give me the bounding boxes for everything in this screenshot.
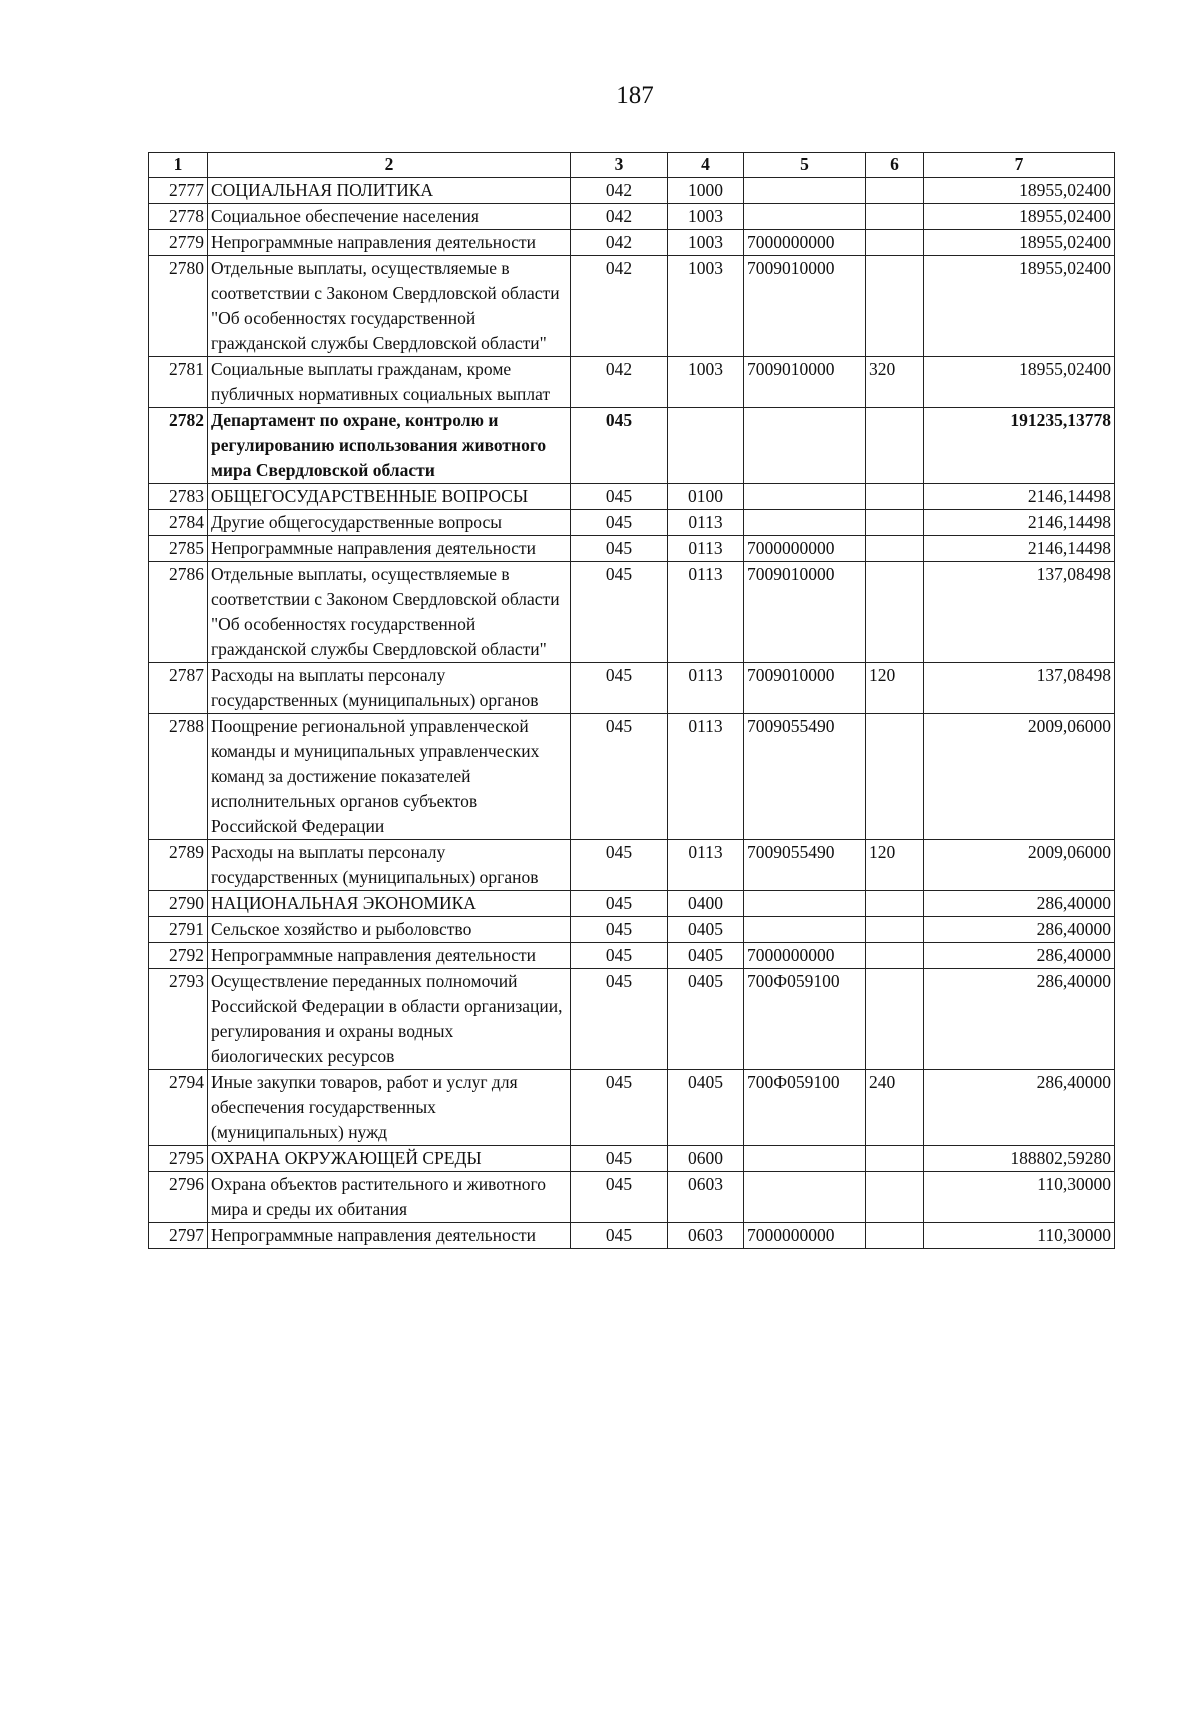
amount-cell: 137,08498	[924, 562, 1115, 663]
expense-type-code-cell	[866, 256, 924, 357]
table-row	[149, 357, 1115, 408]
section-code-cell: 0600	[668, 1146, 744, 1172]
item-name-cell: ОБЩЕГОСУДАРСТВЕННЫЕ ВОПРОСЫ	[208, 484, 571, 510]
target-article-code-cell	[744, 1146, 866, 1172]
section-code-cell: 1003	[668, 357, 744, 408]
row-number-cell: 2789	[149, 840, 208, 891]
target-article-code-cell: 7009010000	[744, 663, 866, 714]
section-code-cell: 0113	[668, 663, 744, 714]
item-name-cell: Расходы на выплаты персоналу государственных (муниципальных) органов	[208, 663, 571, 714]
target-article-code-cell	[744, 178, 866, 204]
table-row	[149, 1070, 1115, 1146]
department-code-cell: 042	[571, 230, 668, 256]
department-code-cell: 045	[571, 408, 668, 484]
item-name-cell: Социальные выплаты гражданам, кроме публичных нормативных социальных выплат	[208, 357, 571, 408]
table-row	[149, 1146, 1115, 1172]
table-row	[149, 1223, 1115, 1249]
header-cell-2: 2	[208, 153, 571, 178]
section-code-cell: 0400	[668, 891, 744, 917]
target-article-code-cell: 7000000000	[744, 230, 866, 256]
item-name-cell: Непрограммные направления деятельности	[208, 230, 571, 256]
section-code-cell: 0405	[668, 1070, 744, 1146]
row-number-cell: 2787	[149, 663, 208, 714]
target-article-code-cell	[744, 917, 866, 943]
department-code-cell: 042	[571, 178, 668, 204]
amount-cell: 2146,14498	[924, 484, 1115, 510]
header-row	[149, 153, 1115, 178]
expense-type-code-cell	[866, 204, 924, 230]
item-name-cell: СОЦИАЛЬНАЯ ПОЛИТИКА	[208, 178, 571, 204]
row-number-cell: 2793	[149, 969, 208, 1070]
item-name-cell: Социальное обеспечение населения	[208, 204, 571, 230]
expense-type-code-cell	[866, 1223, 924, 1249]
expense-type-code-cell	[866, 562, 924, 663]
table-header	[149, 153, 1115, 178]
target-article-code-cell: 7009010000	[744, 357, 866, 408]
target-article-code-cell: 7000000000	[744, 536, 866, 562]
department-code-cell: 042	[571, 204, 668, 230]
amount-cell: 18955,02400	[924, 230, 1115, 256]
amount-cell: 18955,02400	[924, 204, 1115, 230]
header-cell-3: 3	[571, 153, 668, 178]
header-cell-5: 5	[744, 153, 866, 178]
expense-type-code-cell	[866, 714, 924, 840]
row-number-cell: 2785	[149, 536, 208, 562]
amount-cell: 2146,14498	[924, 536, 1115, 562]
section-code-cell: 1003	[668, 256, 744, 357]
table-row	[149, 536, 1115, 562]
budget-table	[148, 152, 1115, 1249]
row-number-cell: 2784	[149, 510, 208, 536]
table-row	[149, 484, 1115, 510]
department-code-cell: 045	[571, 484, 668, 510]
amount-cell: 286,40000	[924, 891, 1115, 917]
section-code-cell: 0405	[668, 969, 744, 1070]
department-code-cell: 045	[571, 1223, 668, 1249]
section-code-cell: 0405	[668, 943, 744, 969]
department-code-cell: 045	[571, 1146, 668, 1172]
expense-type-code-cell	[866, 230, 924, 256]
table-row	[149, 256, 1115, 357]
expense-type-code-cell	[866, 891, 924, 917]
header-cell-7: 7	[924, 153, 1115, 178]
target-article-code-cell: 7009055490	[744, 840, 866, 891]
table-row	[149, 891, 1115, 917]
target-article-code-cell: 7009010000	[744, 562, 866, 663]
target-article-code-cell	[744, 204, 866, 230]
row-number-cell: 2792	[149, 943, 208, 969]
amount-cell: 286,40000	[924, 1070, 1115, 1146]
target-article-code-cell	[744, 1172, 866, 1223]
table-row	[149, 562, 1115, 663]
amount-cell: 2009,06000	[924, 840, 1115, 891]
amount-cell: 286,40000	[924, 917, 1115, 943]
row-number-cell: 2781	[149, 357, 208, 408]
department-code-cell: 045	[571, 840, 668, 891]
amount-cell: 286,40000	[924, 969, 1115, 1070]
section-code-cell: 0603	[668, 1172, 744, 1223]
item-name-cell: НАЦИОНАЛЬНАЯ ЭКОНОМИКА	[208, 891, 571, 917]
item-name-cell: Департамент по охране, контролю и регулированию использования животного мира Свердловской области	[208, 408, 571, 484]
item-name-cell: Иные закупки товаров, работ и услуг для обеспечения государственных (муниципальных) нужд	[208, 1070, 571, 1146]
table-row	[149, 230, 1115, 256]
expense-type-code-cell	[866, 484, 924, 510]
table-row	[149, 714, 1115, 840]
table-row	[149, 917, 1115, 943]
item-name-cell: Отдельные выплаты, осуществляемые в соответствии с Законом Свердловской области "Об особенностях государственной гражданской службы Свердловской области"	[208, 256, 571, 357]
section-code-cell: 1003	[668, 204, 744, 230]
department-code-cell: 045	[571, 714, 668, 840]
item-name-cell: Непрограммные направления деятельности	[208, 943, 571, 969]
section-code-cell: 0113	[668, 562, 744, 663]
item-name-cell: Отдельные выплаты, осуществляемые в соответствии с Законом Свердловской области "Об особенностях государственной гражданской службы Свердловской области"	[208, 562, 571, 663]
item-name-cell: ОХРАНА ОКРУЖАЮЩЕЙ СРЕДЫ	[208, 1146, 571, 1172]
amount-cell: 137,08498	[924, 663, 1115, 714]
expense-type-code-cell	[866, 1146, 924, 1172]
row-number-cell: 2780	[149, 256, 208, 357]
row-number-cell: 2786	[149, 562, 208, 663]
table-row	[149, 204, 1115, 230]
amount-cell: 110,30000	[924, 1223, 1115, 1249]
target-article-code-cell: 7000000000	[744, 943, 866, 969]
department-code-cell: 045	[571, 536, 668, 562]
expense-type-code-cell: 320	[866, 357, 924, 408]
row-number-cell: 2782	[149, 408, 208, 484]
item-name-cell: Осуществление переданных полномочий Российской Федерации в области организации, регулирования и охраны водных биологических ресурсов	[208, 969, 571, 1070]
row-number-cell: 2778	[149, 204, 208, 230]
department-code-cell: 045	[571, 663, 668, 714]
table-row	[149, 663, 1115, 714]
expense-type-code-cell: 120	[866, 663, 924, 714]
target-article-code-cell: 7000000000	[744, 1223, 866, 1249]
table-row	[149, 943, 1115, 969]
expense-type-code-cell	[866, 969, 924, 1070]
amount-cell: 18955,02400	[924, 178, 1115, 204]
section-code-cell: 0113	[668, 840, 744, 891]
row-number-cell: 2796	[149, 1172, 208, 1223]
target-article-code-cell: 7009010000	[744, 256, 866, 357]
amount-cell: 110,30000	[924, 1172, 1115, 1223]
section-code-cell: 0405	[668, 917, 744, 943]
expense-type-code-cell: 240	[866, 1070, 924, 1146]
target-article-code-cell	[744, 408, 866, 484]
department-code-cell: 045	[571, 891, 668, 917]
amount-cell: 18955,02400	[924, 256, 1115, 357]
item-name-cell: Расходы на выплаты персоналу государственных (муниципальных) органов	[208, 840, 571, 891]
expense-type-code-cell	[866, 510, 924, 536]
section-code-cell	[668, 408, 744, 484]
amount-cell: 2009,06000	[924, 714, 1115, 840]
item-name-cell: Охрана объектов растительного и животного мира и среды их обитания	[208, 1172, 571, 1223]
department-code-cell: 045	[571, 1172, 668, 1223]
row-number-cell: 2790	[149, 891, 208, 917]
expense-type-code-cell	[866, 536, 924, 562]
target-article-code-cell	[744, 510, 866, 536]
header-cell-4: 4	[668, 153, 744, 178]
department-code-cell: 045	[571, 510, 668, 536]
row-number-cell: 2795	[149, 1146, 208, 1172]
expense-type-code-cell	[866, 178, 924, 204]
amount-cell: 18955,02400	[924, 357, 1115, 408]
expense-type-code-cell	[866, 917, 924, 943]
expense-type-code-cell	[866, 943, 924, 969]
section-code-cell: 0100	[668, 484, 744, 510]
row-number-cell: 2794	[149, 1070, 208, 1146]
row-number-cell: 2783	[149, 484, 208, 510]
table-row	[149, 510, 1115, 536]
item-name-cell: Непрограммные направления деятельности	[208, 536, 571, 562]
department-code-cell: 042	[571, 357, 668, 408]
section-code-cell: 0603	[668, 1223, 744, 1249]
item-name-cell: Другие общегосударственные вопросы	[208, 510, 571, 536]
amount-cell: 286,40000	[924, 943, 1115, 969]
row-number-cell: 2779	[149, 230, 208, 256]
amount-cell: 188802,59280	[924, 1146, 1115, 1172]
section-code-cell: 1003	[668, 230, 744, 256]
department-code-cell: 045	[571, 1070, 668, 1146]
amount-cell: 191235,13778	[924, 408, 1115, 484]
section-code-cell: 1000	[668, 178, 744, 204]
department-code-cell: 042	[571, 256, 668, 357]
department-code-cell: 045	[571, 562, 668, 663]
section-code-cell: 0113	[668, 714, 744, 840]
expense-type-code-cell	[866, 408, 924, 484]
table-row	[149, 969, 1115, 1070]
table-row	[149, 408, 1115, 484]
expense-type-code-cell: 120	[866, 840, 924, 891]
department-code-cell: 045	[571, 917, 668, 943]
page-number: 187	[616, 82, 654, 109]
expense-type-code-cell	[866, 1172, 924, 1223]
table-body	[149, 178, 1115, 1249]
header-cell-1: 1	[149, 153, 208, 178]
row-number-cell: 2791	[149, 917, 208, 943]
target-article-code-cell	[744, 891, 866, 917]
table-row	[149, 840, 1115, 891]
table-row	[149, 178, 1115, 204]
row-number-cell: 2788	[149, 714, 208, 840]
item-name-cell: Поощрение региональной управленческой команды и муниципальных управленческих команд за достижение показателей исполнительных органов субъектов Российской Федерации	[208, 714, 571, 840]
target-article-code-cell: 700Ф059100	[744, 969, 866, 1070]
item-name-cell: Непрограммные направления деятельности	[208, 1223, 571, 1249]
item-name-cell: Сельское хозяйство и рыболовство	[208, 917, 571, 943]
target-article-code-cell	[744, 484, 866, 510]
row-number-cell: 2777	[149, 178, 208, 204]
header-cell-6: 6	[866, 153, 924, 178]
department-code-cell: 045	[571, 969, 668, 1070]
amount-cell: 2146,14498	[924, 510, 1115, 536]
department-code-cell: 045	[571, 943, 668, 969]
row-number-cell: 2797	[149, 1223, 208, 1249]
section-code-cell: 0113	[668, 536, 744, 562]
target-article-code-cell: 700Ф059100	[744, 1070, 866, 1146]
table-row	[149, 1172, 1115, 1223]
section-code-cell: 0113	[668, 510, 744, 536]
target-article-code-cell: 7009055490	[744, 714, 866, 840]
